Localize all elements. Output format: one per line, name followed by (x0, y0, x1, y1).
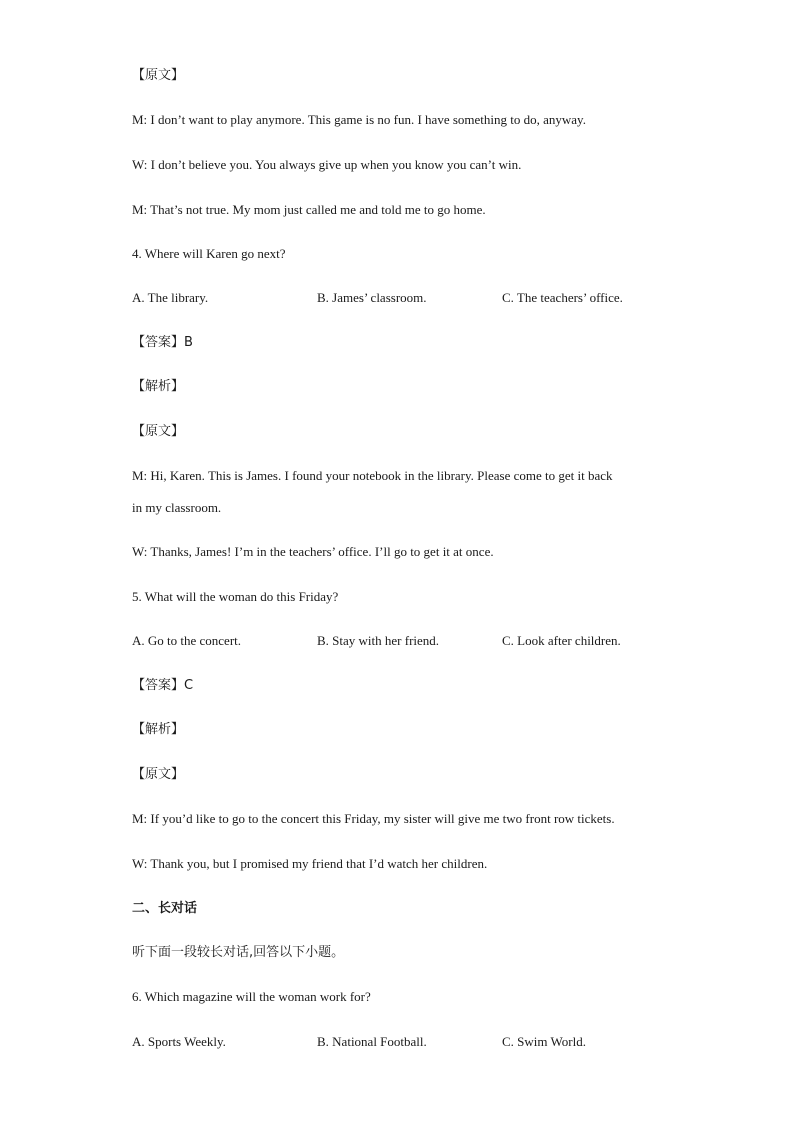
dialogue-line: M: If you’d like to go to the concert this Friday, my sister will give me two front row tickets. (132, 811, 615, 826)
q6-option-a: A. Sports Weekly. (132, 1034, 226, 1049)
q5-answer: 【答案】C (132, 678, 194, 693)
question-6: 6. Which magazine will the woman work for? (132, 989, 371, 1004)
dialogue-line: M: That’s not true. My mom just called me and told me to go home. (132, 202, 486, 217)
dialogue-line: M: I don’t want to play anymore. This game is no fun. I have something to do, anyway. (132, 112, 586, 127)
q5-option-c: C. Look after children. (502, 633, 621, 648)
section-instruction: 听下面一段较长对话,回答以下小题。 (132, 945, 345, 960)
q5-option-b: B. Stay with her friend. (317, 633, 440, 648)
q6-option-b: B. National Football. (317, 1034, 427, 1049)
q4-transcript-label: 【原文】 (132, 424, 185, 439)
q6-option-c: C. Swim World. (502, 1034, 586, 1049)
q4-analysis-label: 【解析】 (132, 379, 185, 394)
q4-option-b: B. James’ classroom. (317, 290, 427, 305)
dialogue-line-continued: in my classroom. (132, 500, 222, 515)
dialogue-line: W: I don’t believe you. You always give up when you know you can’t win. (132, 157, 522, 172)
q5-transcript-label: 【原文】 (132, 767, 185, 782)
q5-analysis-label: 【解析】 (132, 722, 185, 737)
q4-option-c: C. The teachers’ office. (502, 290, 623, 305)
question-5: 5. What will the woman do this Friday? (132, 589, 339, 604)
q4-answer: 【答案】B (132, 335, 193, 350)
dialogue-line: W: Thanks, James! I’m in the teachers’ office. I’ll go to get it at once. (132, 544, 494, 559)
q5-option-a: A. Go to the concert. (132, 633, 242, 648)
dialogue-line: M: Hi, Karen. This is James. I found your notebook in the library. Please come to get it back (132, 468, 613, 483)
q4-option-a: A. The library. (132, 290, 209, 305)
question-4: 4. Where will Karen go next? (132, 246, 286, 261)
transcript-label: 【原文】 (132, 68, 185, 83)
section-heading: 二、长对话 (132, 901, 198, 916)
dialogue-line: W: Thank you, but I promised my friend that I’d watch her children. (132, 856, 488, 871)
